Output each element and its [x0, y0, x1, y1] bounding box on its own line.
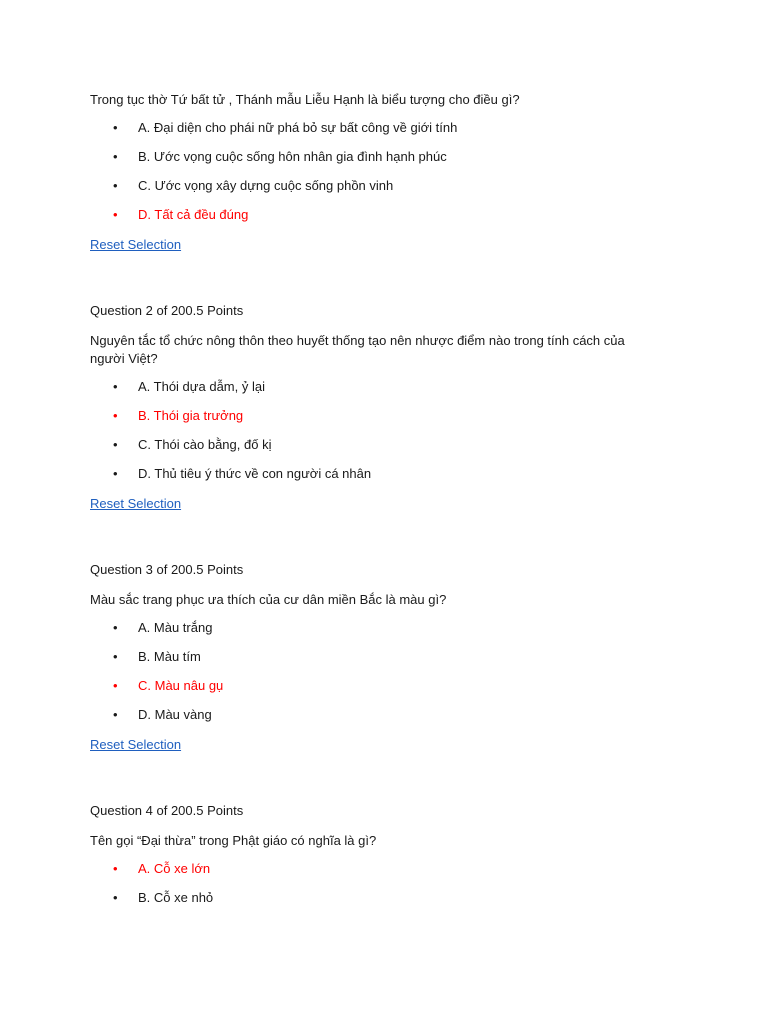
option-a[interactable] [90, 377, 660, 397]
option-b[interactable] [90, 647, 660, 667]
question-text: Tên gọi “Đại thừa” trong Phật giáo có nghĩa là gì? [90, 833, 377, 848]
spacer [90, 755, 660, 801]
option-list [90, 618, 660, 725]
bullet-icon: • [113, 466, 118, 481]
option-c[interactable] [90, 176, 660, 196]
question-text: Trong tục thờ Tứ bất tử , Thánh mẫu Liễu Hạnh là biểu tượng cho điều gì? [90, 92, 520, 107]
option-a[interactable] [90, 118, 660, 138]
option-b[interactable] [90, 888, 660, 908]
option-label: D. Thủ tiêu ý thức về con người cá nhân [138, 466, 372, 481]
option-list [90, 859, 660, 908]
question-text: Màu sắc trang phục ưa thích của cư dân miền Bắc là màu gì? [90, 592, 447, 607]
option-a[interactable] [90, 859, 660, 879]
option-d[interactable] [90, 464, 660, 484]
question-header: Question 3 of 200.5 Points [90, 562, 244, 577]
option-label: B. Ước vọng cuộc sống hôn nhân gia đình hạnh phúc [138, 149, 447, 164]
reset-selection-link[interactable]: Reset Selection [90, 496, 182, 511]
spacer [90, 255, 660, 301]
question-1 [90, 91, 660, 255]
question-text: Nguyên tắc tổ chức nông thôn theo huyết thống tạo nên nhược điểm nào trong tính cách của người Việt? [90, 333, 625, 366]
option-label: C. Thói cào bằng, đố kị [138, 437, 272, 452]
option-list [90, 377, 660, 484]
question-2 [90, 301, 660, 514]
quiz-page [90, 91, 660, 917]
question-3 [90, 560, 660, 755]
option-label: B. Thói gia trưởng [138, 408, 244, 423]
option-label: B. Cỗ xe nhỏ [138, 890, 214, 905]
option-label: A. Thói dựa dẫm, ỷ lại [138, 379, 265, 394]
option-label: A. Đại diện cho phái nữ phá bỏ sự bất công về giới tính [138, 120, 458, 135]
option-a[interactable] [90, 618, 660, 638]
reset-selection-link[interactable]: Reset Selection [90, 237, 182, 252]
option-b[interactable] [90, 406, 660, 426]
option-c[interactable] [90, 435, 660, 455]
bullet-icon: • [113, 437, 118, 452]
bullet-icon: • [113, 678, 118, 693]
option-d[interactable] [90, 205, 660, 225]
bullet-icon: • [113, 120, 118, 135]
option-d[interactable] [90, 705, 660, 725]
question-header: Question 4 of 200.5 Points [90, 803, 244, 818]
option-label: D. Tất cả đều đúng [138, 207, 249, 222]
option-label: D. Màu vàng [138, 707, 212, 722]
bullet-icon: • [113, 408, 118, 423]
question-header: Question 2 of 200.5 Points [90, 303, 244, 318]
option-c[interactable] [90, 676, 660, 696]
bullet-icon: • [113, 207, 118, 222]
bullet-icon: • [113, 707, 118, 722]
option-label: B. Màu tím [138, 649, 201, 664]
option-label: C. Màu nâu gụ [138, 678, 224, 693]
question-4 [90, 801, 660, 908]
bullet-icon: • [113, 620, 118, 635]
option-label: A. Màu trắng [138, 620, 213, 635]
bullet-icon: • [113, 379, 118, 394]
bullet-icon: • [113, 178, 118, 193]
reset-selection-link[interactable]: Reset Selection [90, 737, 182, 752]
bullet-icon: • [113, 149, 118, 164]
bullet-icon: • [113, 861, 118, 876]
option-b[interactable] [90, 147, 660, 167]
option-list [90, 118, 660, 225]
spacer [90, 514, 660, 560]
bullet-icon: • [113, 890, 118, 905]
option-label: C. Ước vọng xây dựng cuộc sống phồn vinh [138, 178, 394, 193]
option-label: A. Cỗ xe lớn [138, 861, 211, 876]
bullet-icon: • [113, 649, 118, 664]
